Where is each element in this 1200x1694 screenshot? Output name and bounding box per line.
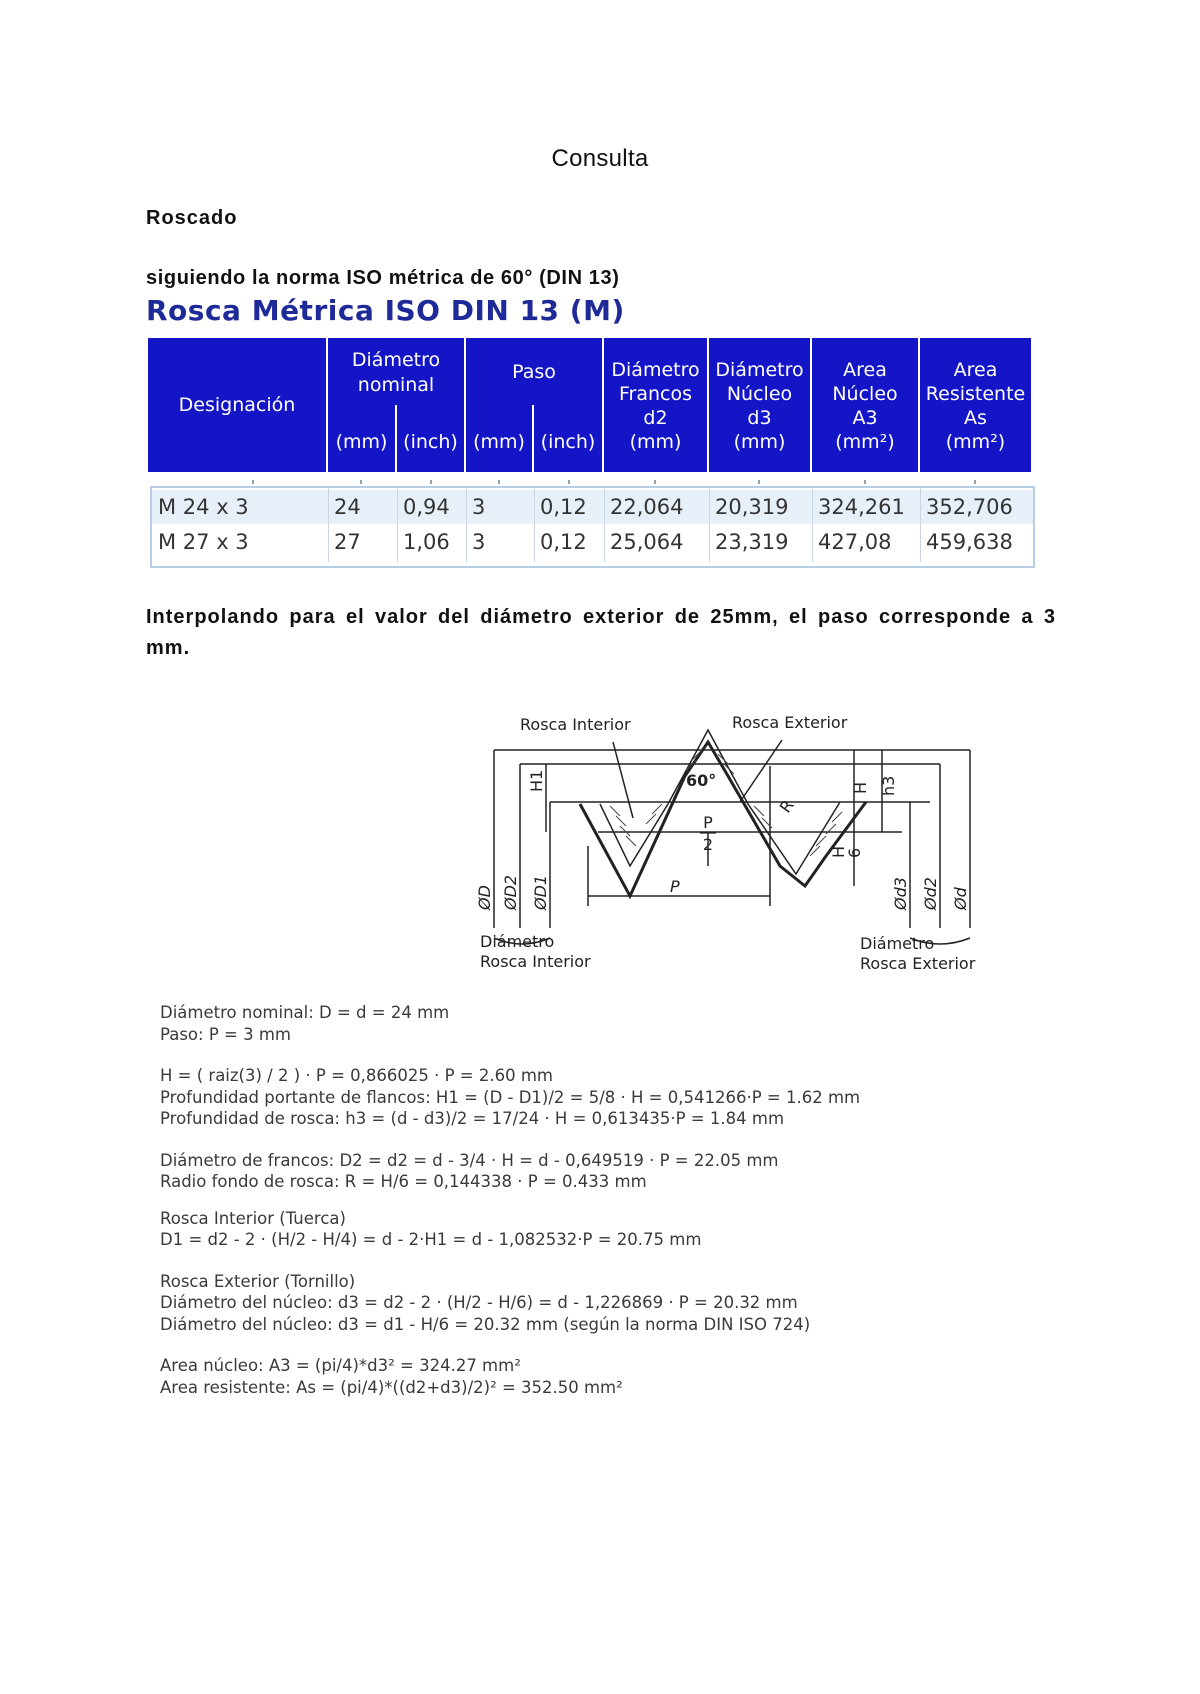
cell-diametro-inch: 0,94: [403, 495, 450, 519]
cell-d3: 20,319: [715, 495, 789, 519]
formula-line: Area núcleo: A3 = (pi/4)*d3² = 324.27 mm²: [160, 1356, 521, 1375]
formula-line: Diámetro de francos: D2 = d2 = d - 3/4 · H = d - 0,649519 · P = 22.05 mm: [160, 1150, 779, 1170]
label-dia-d3: Ød3: [891, 877, 910, 910]
caption-diametro-interior: Diámetro Rosca Interior: [480, 932, 591, 971]
label-dia-D1: ØD1: [531, 874, 550, 910]
header-paso: Paso: [512, 361, 556, 383]
cell-paso-mm: 3: [472, 530, 486, 554]
formula-line: Profundidad de rosca: h3 = (d - d3)/2 = 17/24 · H = 0,613435·P = 1.84 mm: [160, 1109, 785, 1128]
cell-diametro-mm: 24: [334, 495, 361, 519]
thread-profile-diagram: [470, 706, 990, 978]
caption-diametro-exterior: Diámetro Rosca Exterior: [860, 934, 976, 973]
formula-line: Profundidad portante de flancos: H1 = (D - D1)/2 = 5/8 · H = 0,541266·P = 1.62 mm: [160, 1087, 861, 1107]
formula-line: Paso: P = 3 mm: [160, 1024, 291, 1044]
label-h1: H1: [527, 769, 546, 792]
thread-table-body: [150, 486, 1035, 568]
table-title: Rosca Métrica ISO DIN 13 (M): [146, 294, 625, 327]
table-row: [152, 490, 1033, 524]
header-paso-mm: (mm): [473, 431, 525, 453]
formula-line: Diámetro del núcleo: d3 = d2 - 2 · (H/2 - H/6) = d - 1,226869 · P = 20.32 mm: [160, 1293, 798, 1312]
header-diametro-francos: Diámetro Francos d2 (mm): [611, 359, 700, 453]
cell-d2: 22,064: [610, 495, 684, 519]
cell-as: 459,638: [926, 530, 1013, 554]
label-dia-d2: Ød2: [921, 877, 940, 910]
label-dia-D: ØD: [475, 885, 494, 910]
label-P: P: [670, 877, 680, 896]
label-h6-den: 6: [845, 847, 864, 858]
cell-d3: 23,319: [715, 530, 789, 554]
label-R: R: [775, 796, 798, 817]
cell-designacion: M 27 x 3: [158, 530, 249, 554]
cell-paso-inch: 0,12: [540, 495, 587, 519]
cell-a3: 324,261: [818, 495, 905, 519]
label-p-half-den: 2: [702, 835, 714, 854]
label-dia-d: Ød: [951, 887, 970, 910]
header-area-resistente: Area Resistente As (mm²): [925, 359, 1026, 453]
table-row: [152, 525, 1033, 559]
formula-block: [160, 1002, 1060, 1398]
cell-designacion: M 24 x 3: [158, 495, 249, 519]
interpolation-paragraph: Interpolando para el valor del diámetro exterior de 25mm, el paso corresponde a 3 mm.: [146, 606, 1056, 659]
label-rosca-interior: Rosca Interior: [520, 715, 631, 734]
cell-d2: 25,064: [610, 530, 684, 554]
label-h3: h3: [879, 775, 898, 796]
formula-line: Area resistente: As = (pi/4)*((d2+d3)/2)² = 352.50 mm²: [160, 1377, 623, 1397]
header-designacion: Designación: [178, 394, 296, 416]
header-diametro-nucleo: Diámetro Núcleo d3 (mm): [715, 359, 804, 453]
norm-subtitle: siguiendo la norma ISO métrica de 60° (DIN 13): [146, 267, 620, 289]
page-title: Consulta: [551, 145, 649, 172]
label-h6-num: H: [829, 845, 848, 858]
cell-diametro-mm: 27: [334, 530, 361, 554]
formula-line: H = ( raiz(3) / 2 ) · P = 0,866025 · P = 2.60 mm: [160, 1066, 554, 1085]
cell-as: 352,706: [926, 495, 1013, 519]
cell-a3: 427,08: [818, 530, 892, 554]
section-heading: Roscado: [146, 207, 238, 229]
cell-paso-mm: 3: [472, 495, 486, 519]
formula-line: Rosca Interior (Tuerca): [160, 1208, 346, 1228]
formula-line: D1 = d2 - 2 · (H/2 - H/4) = d - 2·H1 = d - 1,082532·P = 20.75 mm: [160, 1230, 702, 1249]
label-rosca-exterior: Rosca Exterior: [732, 713, 848, 732]
formula-line: Radio fondo de rosca: R = H/6 = 0,144338 · P = 0.433 mm: [160, 1172, 647, 1191]
formula-line: Diámetro del núcleo: d3 = d1 - H/6 = 20.32 mm (según la norma DIN ISO 724): [160, 1314, 811, 1334]
header-diametro-mm: (mm): [335, 431, 388, 453]
header-diametro-inch: (inch): [403, 431, 458, 453]
header-paso-inch: (inch): [540, 431, 596, 453]
label-dia-D2: ØD2: [501, 874, 520, 910]
thread-table-header: [148, 338, 1031, 472]
formula-line: Rosca Exterior (Tornillo): [160, 1271, 356, 1291]
formula-line: Diámetro nominal: D = d = 24 mm: [160, 1003, 450, 1022]
header-area-nucleo: Area Núcleo A3 (mm²): [832, 359, 898, 453]
cell-diametro-inch: 1,06: [403, 530, 450, 554]
label-angle: 60°: [686, 771, 717, 790]
label-H: H: [851, 781, 870, 794]
header-diametro-nominal: Diámetro nominal: [351, 349, 441, 396]
label-p-half-num: P: [703, 813, 713, 832]
cell-paso-inch: 0,12: [540, 530, 587, 554]
